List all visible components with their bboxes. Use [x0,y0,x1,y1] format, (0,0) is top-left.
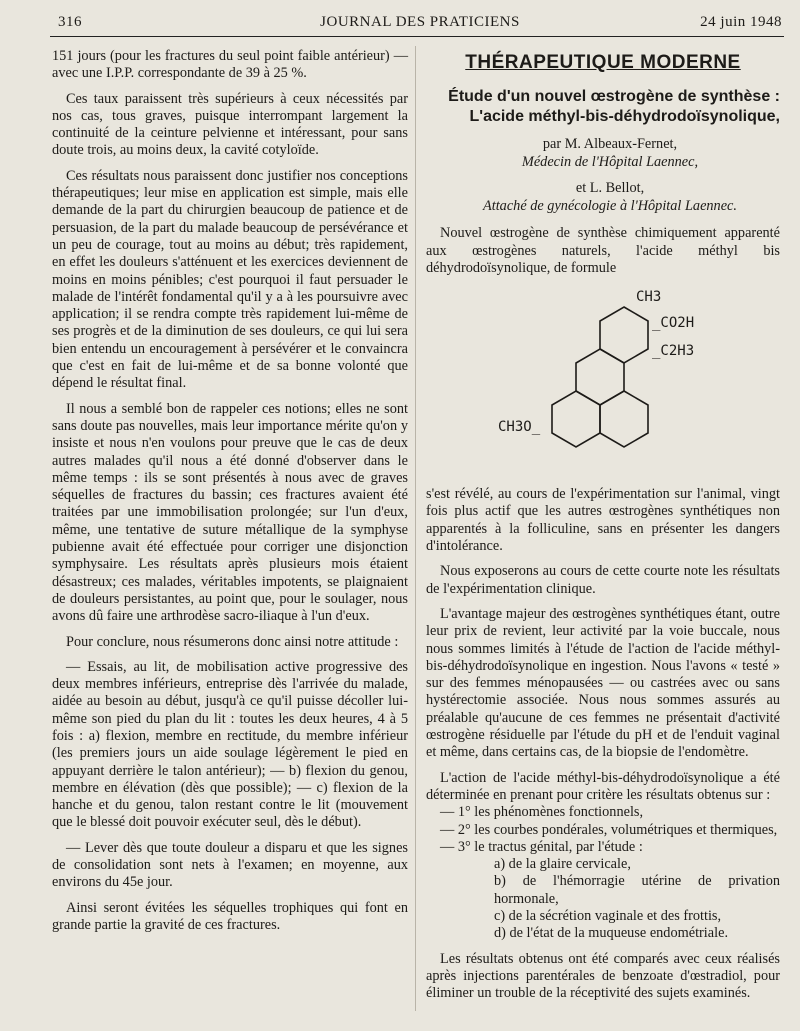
left-column [52,48,408,942]
list-item: b) de l'hémorragie utérine de privation hormonale, [494,873,780,907]
list-item: — 2° les courbes pondérales, volumétriques et thermiques, [440,821,778,838]
right-column [426,48,780,1011]
chemical-formula [426,285,780,480]
running-header [58,14,782,36]
paragraph: Nous exposerons au cours de cette courte note les résultats de l'expérimentation clinique. [426,563,780,597]
author-name: par M. Albeaux-Fernet, [542,136,678,153]
label-ch3: CH3 [636,289,662,306]
paragraph: Ces taux paraissent très supérieurs à ceux nécessités par nos cas, tous graves, puisque interrompant largement la continuité de la ceinture pelvienne et intéressant, pour sans doute trois, au moins deux, la cavité cotyloïde. [52,90,408,159]
paragraph: Nouvel œstrogène de synthèse chimiquement apparenté aux œstrogènes naturels, l'acide méthyl bis déhydrodoïsynolique, de formule [426,225,780,276]
ring-bottom-left [552,391,600,447]
article-title: Étude d'un nouvel œstrogène de synthèse : L'acide méthyl-bis-déhydrodoïsynolique, [448,88,780,126]
header-rule [50,36,784,37]
paragraph: Ces résultats nous paraissent donc justifier nos conceptions thérapeutiques; leur mise en application est simple, mais elle demande de la part du chirurgien beaucoup de patience et de persuasion, de la part du malade beaucoup de persévérance et un peu de courage, tout au moins au début; très rapidement, en effet les douleurs s'atténuent et les exercices deviennent de moins en moins pénibles; c'est pourquoi il faut persuader le malade de l'intérêt fondamental qu'il y a à les poursuivre avec application; il se rendra compte très rapidement lui-même de ses progrès et de la diminution de ses douleurs, ce qui lui sera bien entendu un encouragement à persévérer et le convaincra que c'est en fait de lui-même et de sa bonne volonté que dépend le résultat final. [52,167,408,392]
paragraph: s'est révélé, au cours de l'expérimentation sur l'animal, vingt fois plus actif que les autres œstrogènes synthétiques non apparentés à la folliculine, sans en présenter les dangers d'intolérance. [426,486,780,555]
issue-date: 24 juin 1948 [700,14,782,30]
ring-bottom-right [600,391,648,447]
ring-middle [576,349,624,405]
paragraph: — Lever dès que toute douleur a disparu et que les signes de consolidation sont nets à l'examen; en moyenne, aux environs du 45e jour. [52,839,408,891]
list-item: — 3° le tractus génital, par l'étude : [440,838,643,855]
list-item: — 1° les phénomènes fonctionnels, [440,804,644,821]
section-heading: THÉRAPEUTIQUE MODERNE [465,52,741,73]
author-affiliation: Attaché de gynécologie à l'Hôpital Laennec. [483,198,737,215]
paragraph: Pour conclure, nous résumerons donc ainsi notre attitude : [66,633,399,650]
list-item: d) de l'état de la muqueuse endométriale. [494,925,729,942]
author-name: et L. Bellot, [575,180,645,197]
paragraph: 151 jours (pour les fractures du seul point faible antérieur) — avec une I.P.P. correspondante de 39 à 25 %. [52,48,408,82]
page-number: 316 [58,14,82,30]
paragraph: — Essais, au lit, de mobilisation active progressive des deux membres inférieurs, entreprise dès l'arrivée du malade, aidée au besoin au début, jusqu'à ce qu'il puisse décoller lui-même son pied du plan du lit : toutes les deux heures, 4 à 5 fois : a) flexion, membre en rectitude, du membre inférieur (les premiers jours un aide soulage légèrement le pied en appuyant derrière le talon antérieur); — b) flexion du genou, membre en élévation (dès que possible); — c) flexion de la hanche et du genou, talon restant contre le lit (mouvement que le blessé doit pouvoir exécuter seul, dès le début). [52,658,408,831]
sub-list [494,856,780,942]
journal-title: JOURNAL DES PRATICIENS [320,14,520,30]
paragraph: Ainsi seront évitées les séquelles trophiques qui font en grande partie la gravité de ces fractures. [52,899,408,933]
byline-1 [426,135,780,171]
paragraph: Il nous a semblé bon de rappeler ces notions; elles ne sont sans doute pas nouvelles, mais leur importance mérite qu'on y insiste et nous n'en voulons pour preuve que le cas de deux autres malades qu'il nous a été donné d'observer dans le même temps : ils se sont présentés à nous avec de graves séquelles de fractures du bassin; ces fractures avaient été traitées par une immobilisation prolongée; sur l'un d'eux, même, une tentative de suture métallique de la symphyse pubienne avait été effectuée pour corriger une disjonction symphysaire. Les résultats après plusieurs mois étaient désastreux; ces malades, véritables impotents, se plaignaient de douleurs persistantes, au point que, pour le soulager, nous avons dû faire une arthrodèse sacro-iliaque à l'un d'eux. [52,400,408,625]
paragraph: L'avantage majeur des œstrogènes synthétiques étant, outre leur prix de revient, leur activité par la voie buccale, nous nous sommes limités à l'étude de l'action de l'acide méthyl-bis-déhydrodoïsynolique en ingestion. Nous l'avons « testé » sur des femmes ménopausées — ou castrées avec ou sans hystérectomie associée. Nous nous sommes assurés au préalable qu'aucune de ces femmes ne présentait d'activité œstrogène résiduelle par l'étude du pH et de l'enduit vaginal et même, dans certains cas, de la biopsie de l'endomètre. [426,605,780,761]
list-item: c) de la sécrétion vaginale et des frottis, [494,908,722,925]
ring-top [600,307,648,363]
author-affiliation: Médecin de l'Hôpital Laennec, [521,154,699,171]
criteria-list [440,804,780,942]
label-c2h3: _C2H3 [652,343,695,360]
column-divider [415,46,416,1011]
paragraph: L'action de l'acide méthyl-bis-déhydrodoïsynolique a été déterminée en prenant pour critère les résultats obtenus sur : [426,769,780,803]
byline-2 [426,179,780,215]
label-co2h: _CO2H [652,315,695,332]
paragraph: Les résultats obtenus ont été comparés avec ceux réalisés après injections parentérales de benzoate d'œstradiol, pour éliminer un trouble de la réceptivité des sujets examinés. [426,950,780,1002]
list-item: a) de la glaire cervicale, [494,856,631,873]
label-ch3o: CH3O_ [498,419,541,436]
ring-structure-diagram [426,285,780,480]
